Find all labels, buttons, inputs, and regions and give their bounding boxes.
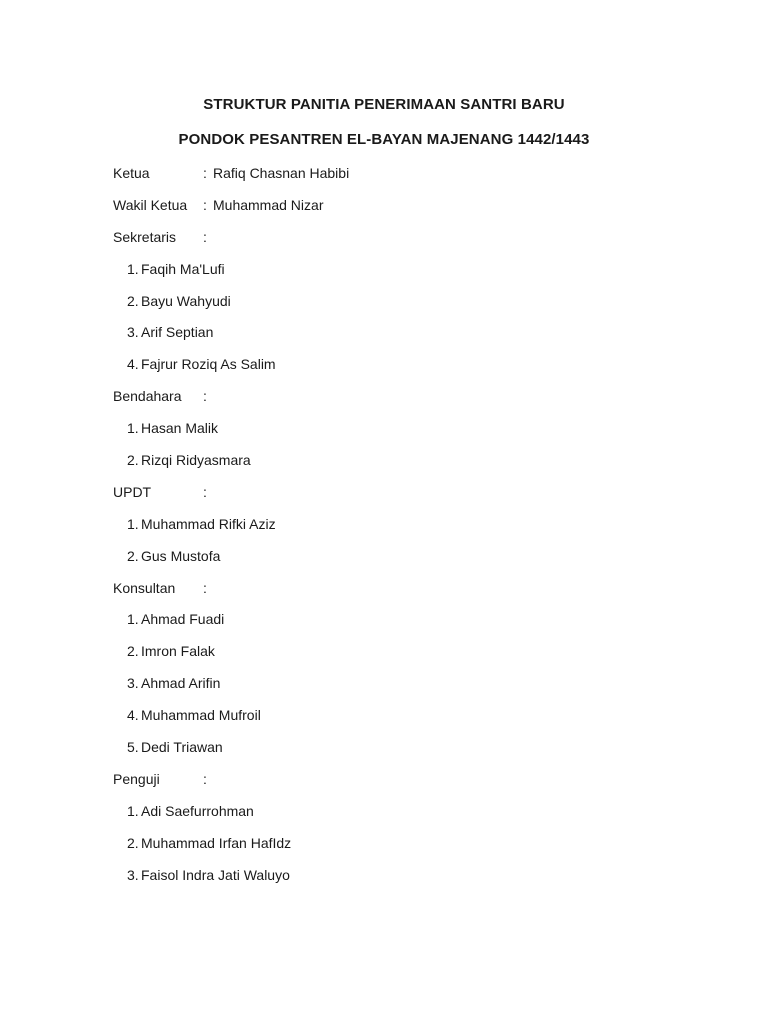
list-item bbox=[113, 738, 713, 770]
item-name: Gus Mustofa bbox=[141, 547, 221, 564]
item-number: 3. bbox=[127, 324, 139, 341]
item-name: Faqih Ma'Lufi bbox=[141, 260, 225, 277]
list-item bbox=[113, 610, 713, 642]
list-item bbox=[113, 292, 713, 324]
item-number: 4. bbox=[127, 707, 139, 724]
list-item bbox=[113, 642, 713, 674]
item-name: Ahmad Fuadi bbox=[141, 611, 225, 628]
colon: : bbox=[203, 483, 207, 500]
list-item bbox=[113, 323, 713, 355]
item-number: 2. bbox=[127, 834, 139, 851]
item-number: 5. bbox=[127, 739, 139, 756]
list-item bbox=[113, 866, 713, 898]
item-number: 1. bbox=[127, 802, 139, 819]
item-number: 1. bbox=[127, 611, 139, 628]
item-name: Hasan Malik bbox=[141, 420, 219, 437]
item-name: Muhammad Irfan HafIdz bbox=[141, 834, 292, 851]
section-heading-bendahara bbox=[113, 387, 713, 419]
committee-structure bbox=[113, 164, 713, 897]
ketua-label: Ketua bbox=[113, 165, 150, 181]
list-item bbox=[113, 834, 713, 866]
item-name: Adi Saefurrohman bbox=[141, 802, 254, 819]
list-item bbox=[113, 419, 713, 451]
document-title: STRUKTUR PANITIA PENERIMAAN SANTRI BARU bbox=[203, 96, 565, 113]
section-heading-konsultan bbox=[113, 579, 713, 611]
document-subtitle: PONDOK PESANTREN EL-BAYAN MAJENANG 1442/1443 bbox=[178, 131, 590, 148]
list-item bbox=[113, 674, 713, 706]
colon: : bbox=[203, 388, 207, 405]
item-number: 2. bbox=[127, 643, 139, 660]
list-item bbox=[113, 547, 713, 579]
item-number: 2. bbox=[127, 292, 139, 309]
list-item bbox=[113, 260, 713, 292]
colon: : bbox=[203, 770, 207, 787]
list-item bbox=[113, 706, 713, 738]
item-name: Fajrur Roziq As Salim bbox=[141, 356, 276, 373]
item-name: Rizqi Ridyasmara bbox=[141, 452, 251, 469]
item-name: Ahmad Arifin bbox=[141, 675, 221, 692]
item-number: 2. bbox=[127, 547, 139, 564]
colon: : bbox=[203, 165, 207, 181]
item-name: Faisol Indra Jati Waluyo bbox=[141, 866, 290, 883]
section-label: Konsultan bbox=[113, 579, 176, 596]
section-heading-sekretaris bbox=[113, 228, 713, 260]
item-number: 1. bbox=[127, 420, 139, 437]
section-label: Sekretaris bbox=[113, 228, 177, 245]
colon: : bbox=[203, 196, 207, 213]
item-number: 1. bbox=[127, 260, 139, 277]
item-name: Dedi Triawan bbox=[141, 739, 223, 756]
list-item bbox=[113, 355, 713, 387]
item-number: 3. bbox=[127, 675, 139, 692]
item-name: Bayu Wahyudi bbox=[141, 292, 231, 309]
list-item bbox=[113, 802, 713, 834]
section-label: Penguji bbox=[113, 770, 160, 787]
list-item bbox=[113, 451, 713, 483]
item-number: 3. bbox=[127, 866, 139, 883]
wakil-ketua-row bbox=[113, 196, 713, 228]
section-heading-updt bbox=[113, 483, 713, 515]
ketua-value: Rafiq Chasnan Habibi bbox=[213, 165, 350, 181]
colon: : bbox=[203, 228, 207, 245]
item-number: 4. bbox=[127, 356, 139, 373]
section-label: UPDT bbox=[113, 483, 152, 500]
item-number: 1. bbox=[127, 515, 139, 532]
item-name: Arif Septian bbox=[141, 324, 214, 341]
section-label: Bendahara bbox=[113, 388, 182, 405]
list-item bbox=[113, 515, 713, 547]
item-name: Muhammad Rifki Aziz bbox=[141, 515, 276, 532]
item-number: 2. bbox=[127, 452, 139, 469]
ketua-row bbox=[113, 164, 713, 196]
section-heading-penguji bbox=[113, 770, 713, 802]
item-name: Muhammad Mufroil bbox=[141, 707, 261, 724]
colon: : bbox=[203, 579, 207, 596]
item-name: Imron Falak bbox=[141, 643, 215, 660]
wakil-ketua-value: Muhammad Nizar bbox=[213, 196, 324, 213]
wakil-ketua-label: Wakil Ketua bbox=[113, 196, 188, 213]
